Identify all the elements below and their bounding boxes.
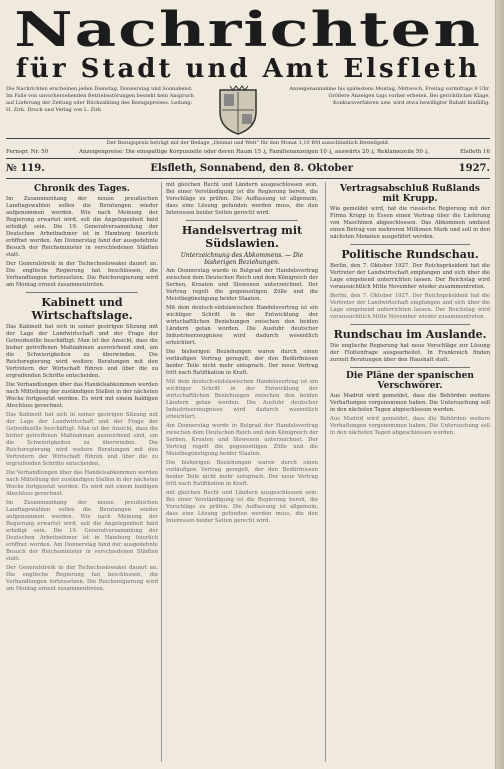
column-1 bbox=[6, 182, 158, 762]
article-text: Am Donnerstag wurde in Belgrad der Handelsvertrag zwischen dem Deutschen Reich und dem Königreich der Serben, Kroaten und Slowenen unterzeichnet. Der Vertrag regelt die gegenseitigen Zölle und die Meistbegünstigung beider Staaten. bbox=[166, 268, 318, 302]
price-line bbox=[6, 149, 490, 155]
divider bbox=[186, 220, 298, 221]
article-text: Der Generalstreik in der Tschechoslowakei dauert an. Die englische Regierung hat beschlossen, die Verhandlungen fortzusetzen. Die Reichsregierung wird am Montag erneut zusammentreten. bbox=[6, 261, 158, 288]
article-text: Die englische Regierung hat neue Vorschläge zur Lösung der Flottenfrage ausgearbeitet. In Frankreich finden zurzeit Beratungen über den Haushalt statt. bbox=[330, 343, 490, 363]
divider bbox=[350, 367, 470, 368]
coat-of-arms-icon bbox=[214, 84, 262, 136]
headline: Chronik des Tages. bbox=[34, 184, 130, 194]
column-divider bbox=[325, 182, 326, 762]
column-divider bbox=[161, 182, 162, 762]
ad-prices: Anzeigenpreise: Die einspaltige Korpuszeile oder deren Raum 15 ₰, Familienanzeigen 10 ₰, auswärts 20 ₰, Reklamezeile 50 ₰. bbox=[79, 149, 430, 155]
article-text: Berlin, den 7. Oktober 1927. Der Reichspräsident hat die Vertreter der Landwirtschaft empfangen und sich über die Lage eingehend unterrichten lassen. Der Reichstag wird voraussichtlich Mitte November wieder zusammentreten. bbox=[330, 293, 490, 320]
article-text: Berlin, den 7. Oktober 1927. Der Reichspräsident hat die Vertreter der Landwirtschaft empfangen und sich über die Lage eingehend unterrichten lassen. Der Reichstag wird voraussichtlich Mitte November wieder zusammentreten. bbox=[330, 263, 490, 290]
headline: Rundschau im Auslande. bbox=[333, 328, 487, 341]
headline: Die Pläne der spanischen Verschwörer. bbox=[346, 371, 474, 391]
advertising-info: Anzeigenannahme bis spätestens Montag, Mittwoch, Freitag vormittags 9 Uhr. Größere Anzeigen tags vorher erbeten. Bei gerichtlicher Klage, Konkursverfahren usw. wird etwa bewilligter Rabatt hinfällig. bbox=[289, 86, 490, 106]
headline: Vertragsabschluß Rußlands mit Krupp. bbox=[340, 184, 480, 204]
article-text: Die Verhandlungen über das Handelsabkommen werden nach Mitteilung der zuständigen Stellen in der nächsten Woche fortgesetzt werden. Es wird mit einem baldigen Abschluss gerechnet. bbox=[6, 382, 158, 409]
newspaper-title: Nachrichten bbox=[14, 1, 482, 58]
article-text: Aus Madrid wird gemeldet, dass die Behörden weitere Verhaftungen vorgenommen haben. Die Untersuchung soll in den nächsten Tagen abgeschlossen werden. bbox=[330, 393, 490, 413]
article-text: Mit dem deutsch-südslawischen Handelsvertrag ist ein wichtiger Schritt in der Entwicklung der wirtschaftlichen Beziehungen zwischen den beiden Ländern getan worden. Die Ausfuhr deutscher Industrieerzeugnisse wird dadurch wesentlich erleichtert. bbox=[166, 379, 318, 420]
newspaper-subtitle: für Stadt und Amt Elsfleth bbox=[15, 54, 481, 84]
column-3 bbox=[330, 182, 490, 762]
article-text: Die Verhandlungen über das Handelsabkommen werden nach Mitteilung der zuständigen Stellen in der nächsten Woche fortgesetzt werden. Es wird mit einem baldigen Abschluss gerechnet. bbox=[6, 470, 158, 497]
article-text: Die bisherigen Beziehungen waren durch einen vorläufigen Vertrag geregelt, der den Bedürfnissen beider Teile nicht mehr entsprach. Der neue Vertrag tritt nach Ratifikation in Kraft. bbox=[166, 349, 318, 376]
subheadline: Unterzeichnung des Abkommens. — Die bisherigen Beziehungen. bbox=[180, 252, 304, 266]
headline: Kabinett und Wirtschaftslage. bbox=[31, 296, 133, 322]
rule bbox=[6, 138, 490, 139]
column-2 bbox=[166, 182, 318, 762]
rule bbox=[6, 158, 490, 159]
headline: Handelsvertrag mit Südslawien. bbox=[181, 224, 303, 250]
article-text: Das Kabinett hat sich in seiner gestrigen Sitzung mit der Lage der Landwirtschaft und der Frage der Getreidezölle beschäftigt. Man ist der Ansicht, dass die bisher getroffenen Maßnahmen ausreichend sind, um die Schwierigkeiten zu überwinden. Die Reichsregierung wird weitere Beratungen mit den Vertretern der Wirtschaft führen und über die zu ergreifenden Schritte entscheiden. bbox=[6, 324, 158, 379]
article-text: Im Zusammenhang der neuen preußischen Landtagswahlen sollen die Beratungen wieder aufgenommen werden. Wie nach Meinung der Regierung erwartet wird, soll die Angelegenheit bald erledigt sein. Die 19. Generalversammlung der Deutschen Arbeitnehmer ist in Hamburg feierlich eröffnet worden. Am Donnerstag fand der ausgedehnte Besuch der Reichsminister in verschiedenen Städten statt. bbox=[6, 500, 158, 562]
article-text: mit gleichen Recht und Ländern ausgeschlossen sein. Bei einer Verständigung ist die Regierung bereit, die Vorschläge zu prüfen. Die Auffassung ist allgemein, dass eine Lösung gefunden werden muss, die den Interessen beider Seiten gerecht wird. bbox=[166, 490, 318, 524]
post-box: Elsfleth 16 bbox=[459, 149, 490, 155]
issue-year: 1927. bbox=[458, 162, 490, 174]
subscription-price: Der Bezugspreis beträgt mit der Beilage „Heimat und Welt“ für den Monat 1,10 RM ausschließlich Bestellgeld. bbox=[106, 140, 390, 146]
page-edge bbox=[496, 0, 504, 769]
article-text: Das Kabinett hat sich in seiner gestrigen Sitzung mit der Lage der Landwirtschaft und der Frage der Getreidezölle beschäftigt. Man ist der Ansicht, dass die bisher getroffenen Maßnahmen ausreichend sind, um die Schwierigkeiten zu überwinden. Die Reichsregierung wird weitere Beratungen mit den Vertretern der Wirtschaft führen und über die zu ergreifenden Schritte entscheiden. bbox=[6, 412, 158, 467]
article-text: mit gleichen Recht und Ländern ausgeschlossen sein. Bei einer Verständigung ist die Regierung bereit, die Vorschläge zu prüfen. Die Auffassung ist allgemein, dass eine Lösung gefunden werden muss, die den Interessen beider Seiten gerecht wird. bbox=[166, 182, 318, 216]
article-text: Aus Madrid wird gemeldet, dass die Behörden weitere Verhaftungen vorgenommen haben. Die Untersuchung soll in den nächsten Tagen abgeschlossen werden. bbox=[330, 416, 490, 436]
issue-number: № 119. bbox=[6, 162, 45, 174]
dateline bbox=[6, 160, 490, 176]
masthead bbox=[6, 1, 490, 90]
article-text: Am Donnerstag wurde in Belgrad der Handelsvertrag zwischen dem Deutschen Reich und dem Königreich der Serben, Kroaten und Slowenen unterzeichnet. Der Vertrag regelt die gegenseitigen Zölle und die Meistbegünstigung beider Staaten. bbox=[166, 423, 318, 457]
headline: Politische Rundschau. bbox=[341, 248, 479, 261]
article-text: Wie gemeldet wird, hat die russische Regierung mit der Firma Krupp in Essen einen Vertrag über die Lieferung von Maschinen abgeschlossen. Das Abkommen umfasst einen Betrag von mehreren Millionen Mark und soll in den nächsten Monaten ausgeführt werden. bbox=[330, 206, 490, 240]
article-text: Der Generalstreik in der Tschechoslowakei dauert an. Die englische Regierung hat beschlossen, die Verhandlungen fortzusetzen. Die Reichsregierung wird am Montag erneut zusammentreten. bbox=[6, 565, 158, 592]
phone-number: Fernspr. Nr. 50 bbox=[6, 149, 49, 155]
article-text: Mit dem deutsch-südslawischen Handelsvertrag ist ein wichtiger Schritt in der Entwicklung der wirtschaftlichen Beziehungen zwischen den beiden Ländern getan worden. Die Ausfuhr deutscher Industrieerzeugnisse wird dadurch wesentlich erleichtert. bbox=[166, 305, 318, 346]
rule bbox=[6, 178, 490, 179]
divider bbox=[350, 324, 470, 325]
divider bbox=[26, 292, 138, 293]
publication-info: Die Nachrichten erscheinen jeden Dienstag, Donnerstag und Sonnabend. Im Falle von unvorhersehenden Betriebsstörungen besteht kein Anspruch auf Lieferung der Zeitung oder Rückzahlung des Bezugspreises. Leitung: H. Zirk. Druck und Verlag von L. Zirk. bbox=[6, 86, 194, 113]
article-text: Im Zusammenhang der neuen preußischen Landtagswahlen sollen die Beratungen wieder aufgenommen werden. Wie nach Meinung der Regierung erwartet wird, soll die Angelegenheit bald erledigt sein. Die 19. Generalversammlung der Deutschen Arbeitnehmer ist in Hamburg feierlich eröffnet worden. Am Donnerstag fand der ausgedehnte Besuch der Reichsminister in verschiedenen Städten statt. bbox=[6, 196, 158, 258]
article-text: Die bisherigen Beziehungen waren durch einen vorläufigen Vertrag geregelt, der den Bedürfnissen beider Teile nicht mehr entsprach. Der neue Vertrag tritt nach Ratifikation in Kraft. bbox=[166, 460, 318, 487]
issue-date: Elsfleth, Sonnabend, den 8. Oktober bbox=[150, 162, 353, 174]
divider bbox=[350, 244, 470, 245]
